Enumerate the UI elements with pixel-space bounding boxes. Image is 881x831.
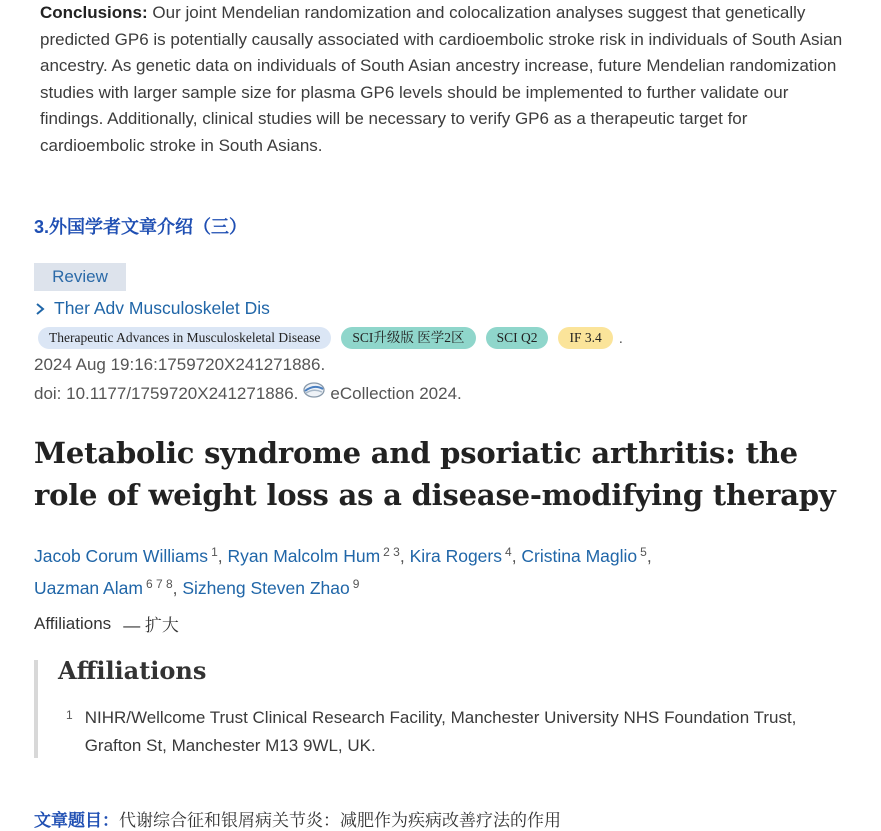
tags-trailing-period: . <box>618 329 623 347</box>
article-title: Metabolic syndrome and psoriatic arthritis: the role of weight loss as a disease-modifying therapy <box>34 436 836 512</box>
chinese-article-title <box>34 806 561 831</box>
author-affiliation-ref[interactable]: 9 <box>352 577 360 591</box>
chinese-title-text: 代谢综合征和银屑病关节炎：减肥作为疾病改善疗法的作用 <box>119 811 561 830</box>
conclusions-label: Conclusions: <box>40 3 148 22</box>
journal-tags <box>38 327 623 349</box>
ecollection-icon <box>302 380 326 400</box>
affiliations-expand-button[interactable] <box>123 611 179 636</box>
affiliations-toggle-dash: — <box>123 616 141 635</box>
affiliation-number: 1 <box>66 708 73 722</box>
tag-journal-full: Therapeutic Advances in Musculoskeletal Disease <box>38 327 331 349</box>
affiliation-item <box>66 704 856 760</box>
author-affiliation-ref[interactable]: 2 3 <box>383 545 400 559</box>
author-affiliation-ref[interactable]: 4 <box>505 545 512 559</box>
chevron-right-icon <box>34 300 46 318</box>
tag-impact-factor: IF 3.4 <box>558 327 612 349</box>
affiliation-text: NIHR/Wellcome Trust Clinical Research Facility, Manchester University NHS Foundation Trust, Grafton St, Manchester M13 9WL, UK. <box>84 708 797 755</box>
section-heading: 3.外国学者文章介绍（三） <box>34 217 248 237</box>
affiliations-expand-label: 扩大 <box>144 616 179 635</box>
chinese-title-label: 文章题目： <box>34 811 119 830</box>
author-affiliation-ref[interactable]: 1 <box>211 545 218 559</box>
article-type-badge: Review <box>34 263 126 291</box>
author-link[interactable]: Ryan Malcolm Hum <box>227 546 381 566</box>
ecollection-text: eCollection 2024. <box>330 384 462 403</box>
author-link[interactable]: Uazman Alam <box>34 578 143 598</box>
tag-sci-upgrade: SCI升级版 医学2区 <box>341 327 475 349</box>
journal-link[interactable] <box>34 298 270 319</box>
author-list: Jacob Corum Williams $^1$, Ryan Malcolm Hum $^{2 3}$, Kira Rogers $^4$, Cristina Maglio $^5$, Uazman Alam $^{6 7 8}$, Sizheng Steven Zhao $^9$ <box>34 545 652 598</box>
affiliations-heading: Affiliations <box>58 656 207 685</box>
author-link[interactable]: Kira Rogers <box>409 546 502 566</box>
conclusions-text: Our joint Mendelian randomization and colocalization analyses suggest that genetically predicted GP6 is potentially causally associated with cardioembolic stroke risk in individuals of South Asian ancestry. As genetic data on individuals of South Asian ancestry increase, future Mendelian randomization studies with larger sample size for plasma GP6 levels should be implemented to further validate our findings. Additionally, clinical studies will be necessary to verify GP6 as a therapeutic target for cardioembolic stroke in South Asians. <box>40 3 843 155</box>
publication-date: 2024 Aug 19:16:1759720X241271886. <box>34 355 326 374</box>
doi-text: doi: 10.1177/1759720X241271886. <box>34 384 299 403</box>
author-affiliation-ref[interactable]: 6 7 8 <box>145 577 173 591</box>
author-affiliation-ref[interactable]: 5 <box>640 545 647 559</box>
affiliations-toggle <box>34 611 179 636</box>
doi-line <box>34 384 462 404</box>
author-link[interactable]: Cristina Maglio <box>521 546 638 566</box>
conclusions-paragraph <box>40 0 855 160</box>
affiliations-toggle-label: Affiliations <box>34 613 112 633</box>
affiliations-panel <box>34 656 868 758</box>
author-link[interactable]: Sizheng Steven Zhao <box>182 578 350 598</box>
journal-abbrev: Ther Adv Musculoskelet Dis <box>54 298 270 318</box>
author-link[interactable]: Jacob Corum Williams <box>34 546 209 566</box>
tag-sci-quartile: SCI Q2 <box>486 327 549 349</box>
